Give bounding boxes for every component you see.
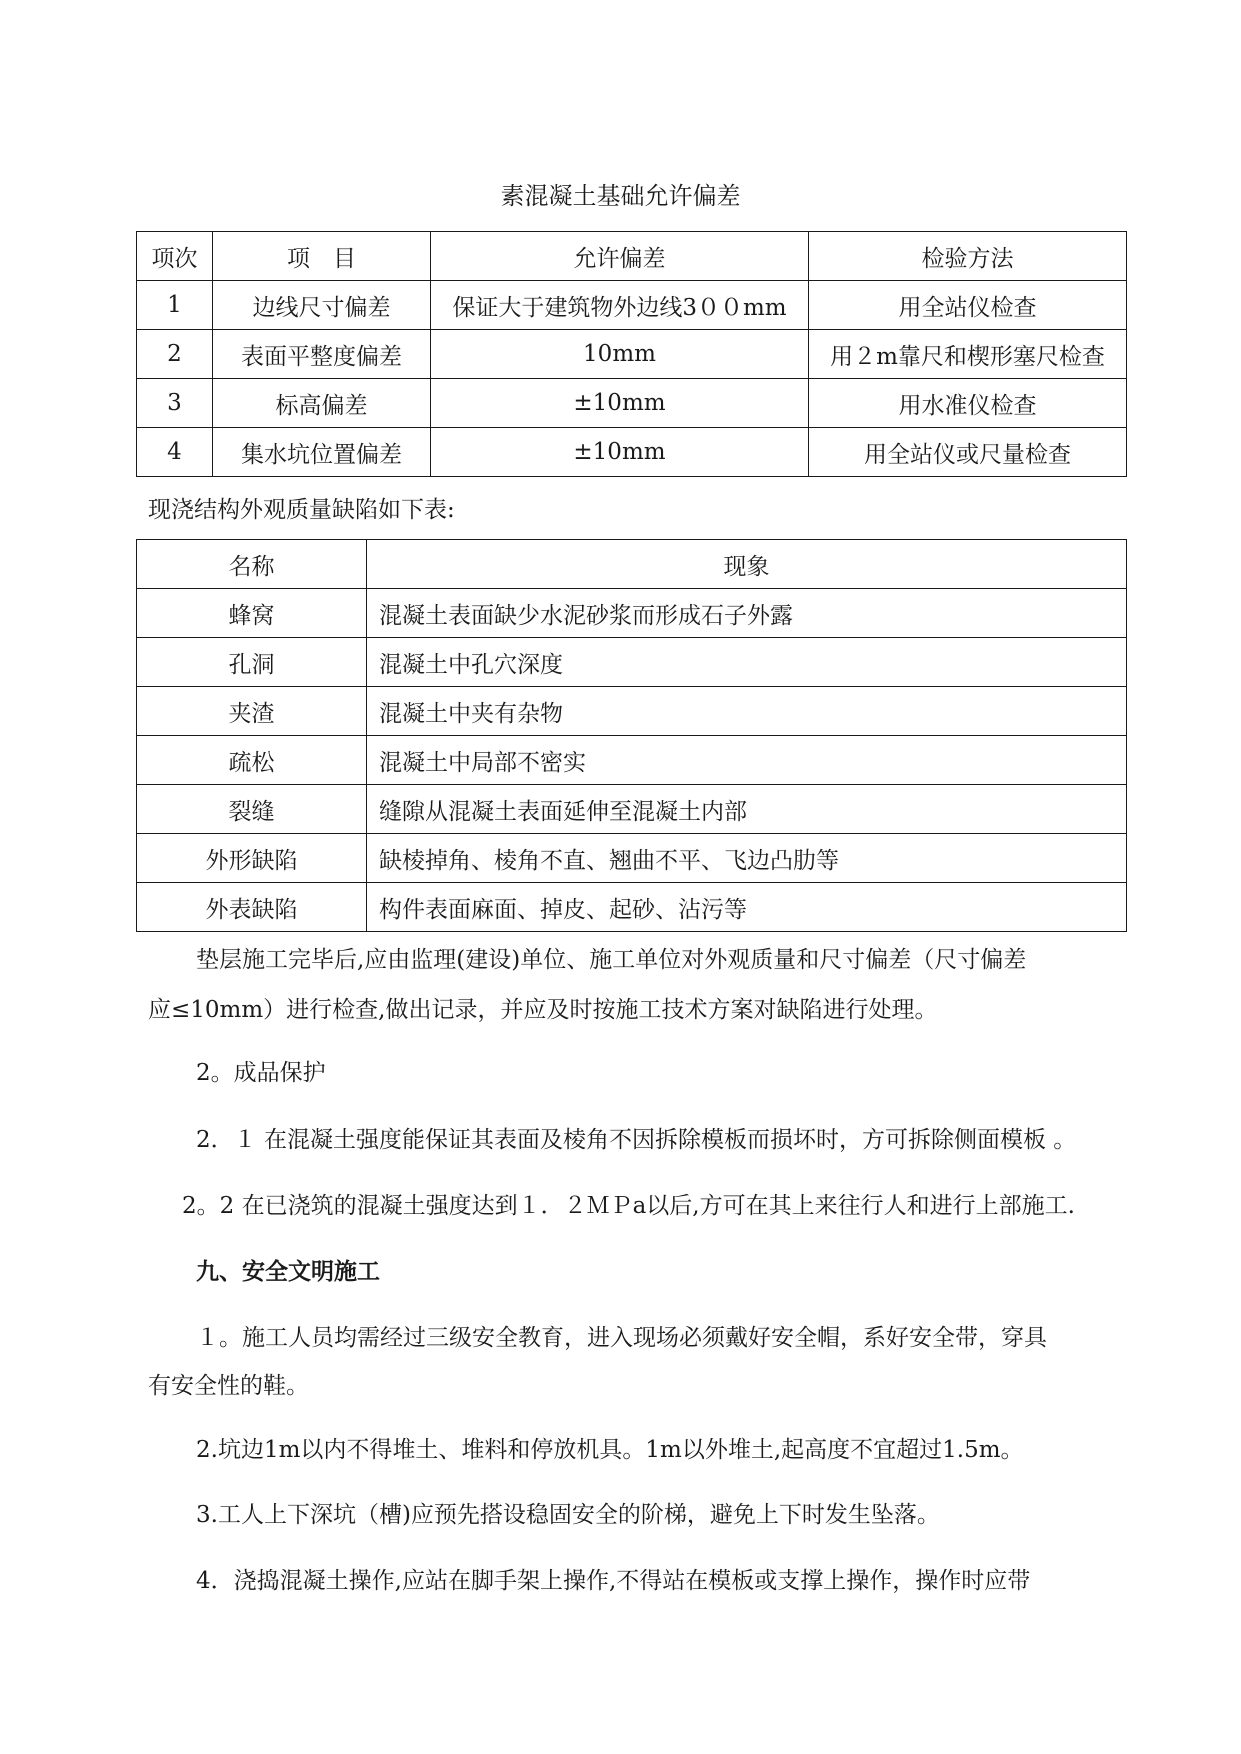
section-subheading: 2。成品保护: [196, 1060, 326, 1086]
table1-title: 素混凝土基础允许偏差: [500, 182, 741, 210]
table-row: [137, 736, 1127, 785]
table-cell: 标高偏差: [213, 379, 431, 428]
table-cell: 边线尺寸偏差: [213, 281, 431, 330]
table-cell: 缺棱掉角、棱角不直、翘曲不平、飞边凸肋等: [367, 834, 1127, 883]
header-cell: 现象: [367, 540, 1127, 589]
table-cell: 外表缺陷: [137, 883, 367, 932]
header-cell: 项 目: [213, 232, 431, 281]
table-cell: 混凝土中孔穴深度: [367, 638, 1127, 687]
table-row: [137, 785, 1127, 834]
table-cell: 用全站仪或尺量检查: [809, 428, 1127, 477]
paragraph-line: 垫层施工完毕后,应由监理(建设)单位、施工单位对外观质量和尺寸偏差（尺寸偏差: [196, 947, 1027, 973]
table-cell: 表面平整度偏差: [213, 330, 431, 379]
table-cell: 混凝土中夹有杂物: [367, 687, 1127, 736]
table-cell: 混凝土表面缺少水泥砂浆而形成石子外露: [367, 589, 1127, 638]
table-cell: 混凝土中局部不密实: [367, 736, 1127, 785]
table-cell: 缝隙从混凝土表面延伸至混凝土内部: [367, 785, 1127, 834]
table-cell: 用２m靠尺和楔形塞尺检查: [809, 330, 1127, 379]
table-cell: 4: [137, 428, 213, 477]
table-row: [137, 379, 1127, 428]
table-header-row: [137, 540, 1127, 589]
header-cell: 名称: [137, 540, 367, 589]
table-row: [137, 834, 1127, 883]
table-row: [137, 638, 1127, 687]
table-cell: 1: [137, 281, 213, 330]
table-row: [137, 428, 1127, 477]
table-cell: 孔洞: [137, 638, 367, 687]
quality-defect-table: [136, 539, 1127, 932]
table-cell: 集水坑位置偏差: [213, 428, 431, 477]
table-cell: ±10mm: [431, 379, 809, 428]
paragraph-line: 有安全性的鞋。: [148, 1373, 309, 1399]
header-cell: 检验方法: [809, 232, 1127, 281]
paragraph-line: 3.工人上下深坑（槽)应预先搭设稳固安全的阶梯，避免上下时发生坠落。: [196, 1502, 940, 1528]
table-row: [137, 687, 1127, 736]
header-cell: 允许偏差: [431, 232, 809, 281]
table-cell: 2: [137, 330, 213, 379]
paragraph-line: １。施工人员均需经过三级安全教育，进入现场必须戴好安全帽，系好安全带，穿具: [196, 1325, 1047, 1351]
table-cell: 裂缝: [137, 785, 367, 834]
table-cell: 夹渣: [137, 687, 367, 736]
paragraph-line: 4．浇捣混凝土操作,应站在脚手架上操作,不得站在模板或支撑上操作，操作时应带: [196, 1568, 1031, 1594]
table-row: [137, 589, 1127, 638]
table-cell: 构件表面麻面、掉皮、起砂、沾污等: [367, 883, 1127, 932]
table-cell: ±10mm: [431, 428, 809, 477]
table-row: [137, 883, 1127, 932]
table-row: [137, 281, 1127, 330]
paragraph-line: 应≤10mm）进行检查,做出记录，并应及时按施工技术方案对缺陷进行处理。: [148, 997, 938, 1023]
table-cell: 蜂窝: [137, 589, 367, 638]
table2-intro: 现浇结构外观质量缺陷如下表:: [148, 497, 455, 523]
table-row: [137, 330, 1127, 379]
table-cell: 外形缺陷: [137, 834, 367, 883]
table-cell: 疏松: [137, 736, 367, 785]
table-header-row: [137, 232, 1127, 281]
section-heading: 九、安全文明施工: [196, 1258, 380, 1285]
table-cell: 保证大于建筑物外边线3００mm: [431, 281, 809, 330]
table-cell: 用水准仪检查: [809, 379, 1127, 428]
paragraph-line: 2。2 在已浇筑的混凝土强度达到１．２ＭＰa以后,方可在其上来往行人和进行上部施工.: [182, 1193, 1075, 1219]
allowable-deviation-table: [136, 231, 1127, 477]
paragraph-line: 2.坑边1m以内不得堆土、堆料和停放机具。1m以外堆土,起高度不宜超过1.5m。: [196, 1437, 1024, 1463]
header-cell: 项次: [137, 232, 213, 281]
paragraph-line: 2．１ 在混凝土强度能保证其表面及棱角不因拆除模板而损坏时，方可拆除侧面模板 。: [196, 1127, 1077, 1153]
table-cell: 3: [137, 379, 213, 428]
table-cell: 用全站仪检查: [809, 281, 1127, 330]
table-cell: 10mm: [431, 330, 809, 379]
